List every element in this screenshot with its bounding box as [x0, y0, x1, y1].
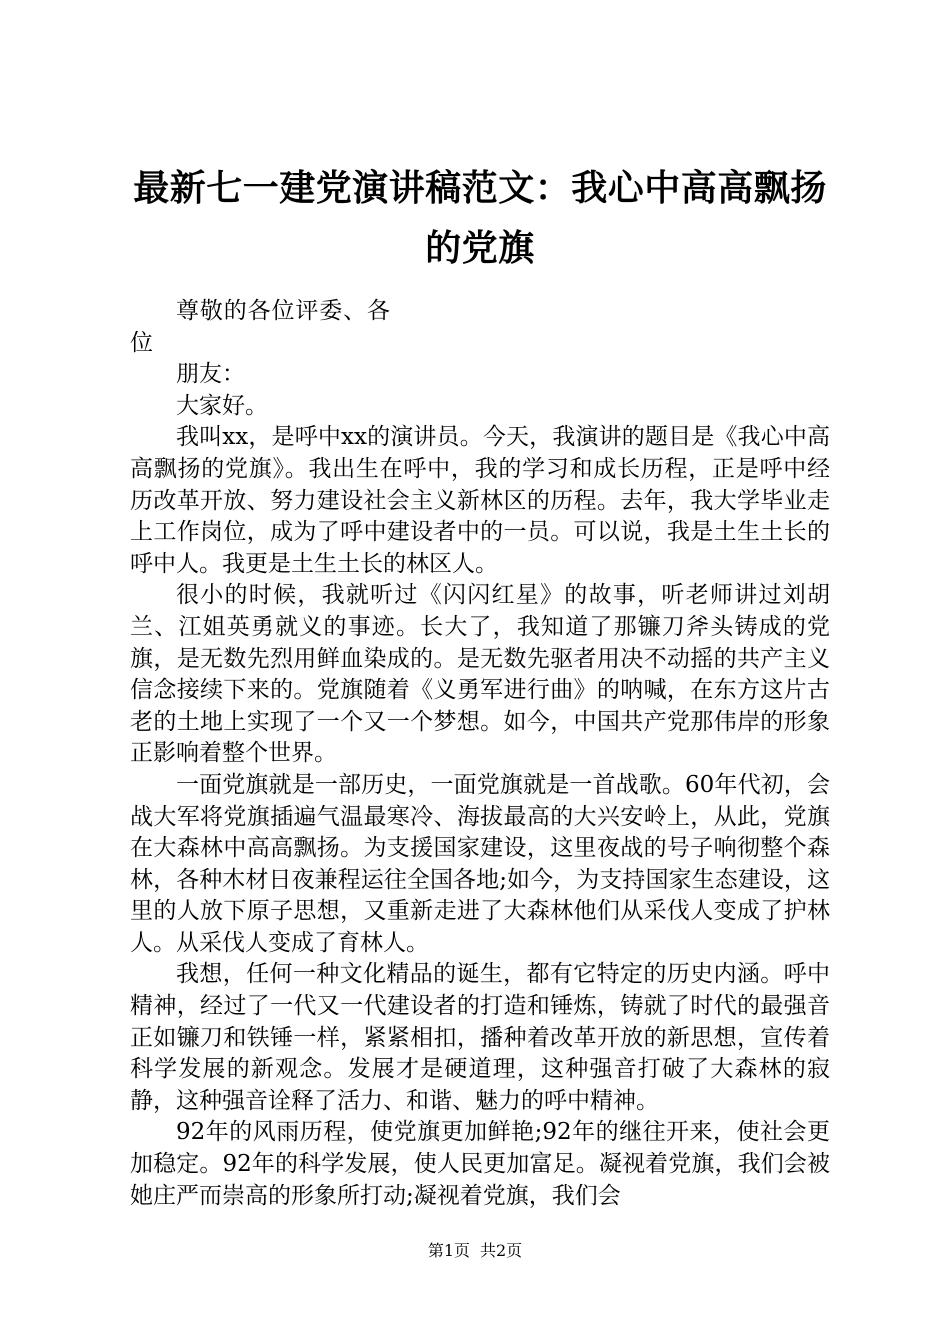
page-total: 共2页: [480, 1241, 523, 1260]
salutation-line: 朋友：: [176, 361, 245, 388]
body-paragraph: 很小的时候，我就听过《闪闪红星》的故事，听老师讲过刘胡兰、江姐英勇就义的事迹。长大了，我知道了那镰刀斧头铸成的党旗，是无数先烈用鲜血染成的。是无数先驱者用决不动摇的共产主义信念接续下来的。党旗随着《义勇军进行曲》的呐喊，在东方这片古老的土地上实现了一个又一个梦想。如今，中国共产党那伟岸的形象正影响着整个世界。: [130, 582, 830, 767]
page-number: 第1页: [427, 1241, 470, 1260]
body-paragraph: 一面党旗就是一部历史，一面党旗就是一首战歌。60年代初，会战大军将党旗插遍气温最寒冷、海拔最高的大兴安岭上，从此，党旗在大森林中高高飘扬。为支援国家建设，这里夜战的号子响彻整个森林，各种木材日夜兼程运往全国各地;如今，为支持国家生态建设，这里的人放下原子思想，又重新走进了大森林他们从采伐人变成了护林人。从采伐人变成了育林人。: [130, 771, 830, 956]
body-paragraph: 我叫xx，是呼中xx的演讲员。今天，我演讲的题目是《我心中高高飘扬的党旗》。我出生在呼中，我的学习和成长历程，正是呼中经历改革开放、努力建设社会主义新林区的历程。去年，我大学毕业走上工作岗位，成为了呼中建设者中的一员。可以说，我是土生土长的呼中人。我更是土生土长的林区人。: [130, 424, 830, 577]
page-footer: [0, 1240, 950, 1262]
document-title: 最新七一建党演讲稿范文：我心中高高飘扬的党旗: [133, 167, 827, 269]
body-paragraph: 92年的风雨历程，使党旗更加鲜艳;92年的继往开来，使社会更加稳定。92年的科学发展，使人民更加富足。凝视着党旗，我们会被她庄严而崇高的形象所打动;凝视着党旗，我们会: [130, 1119, 830, 1209]
salutation-line: 尊敬的各位评委、各位: [130, 298, 390, 356]
document-body: [130, 296, 830, 1212]
greeting-line: 大家好。: [176, 392, 268, 419]
body-paragraph: 我想，任何一种文化精品的诞生，都有它特定的历史内涵。呼中精神，经过了一代又一代建设者的打造和锤炼，铸就了时代的最强音正如镰刀和铁锤一样，紧紧相扣，播种着改革开放的新思想，宣传着科学发展的新观念。发展才是硬道理，这种强音打破了大森林的寂静，这种强音诠释了活力、和谐、魅力的呼中精神。: [130, 961, 830, 1114]
